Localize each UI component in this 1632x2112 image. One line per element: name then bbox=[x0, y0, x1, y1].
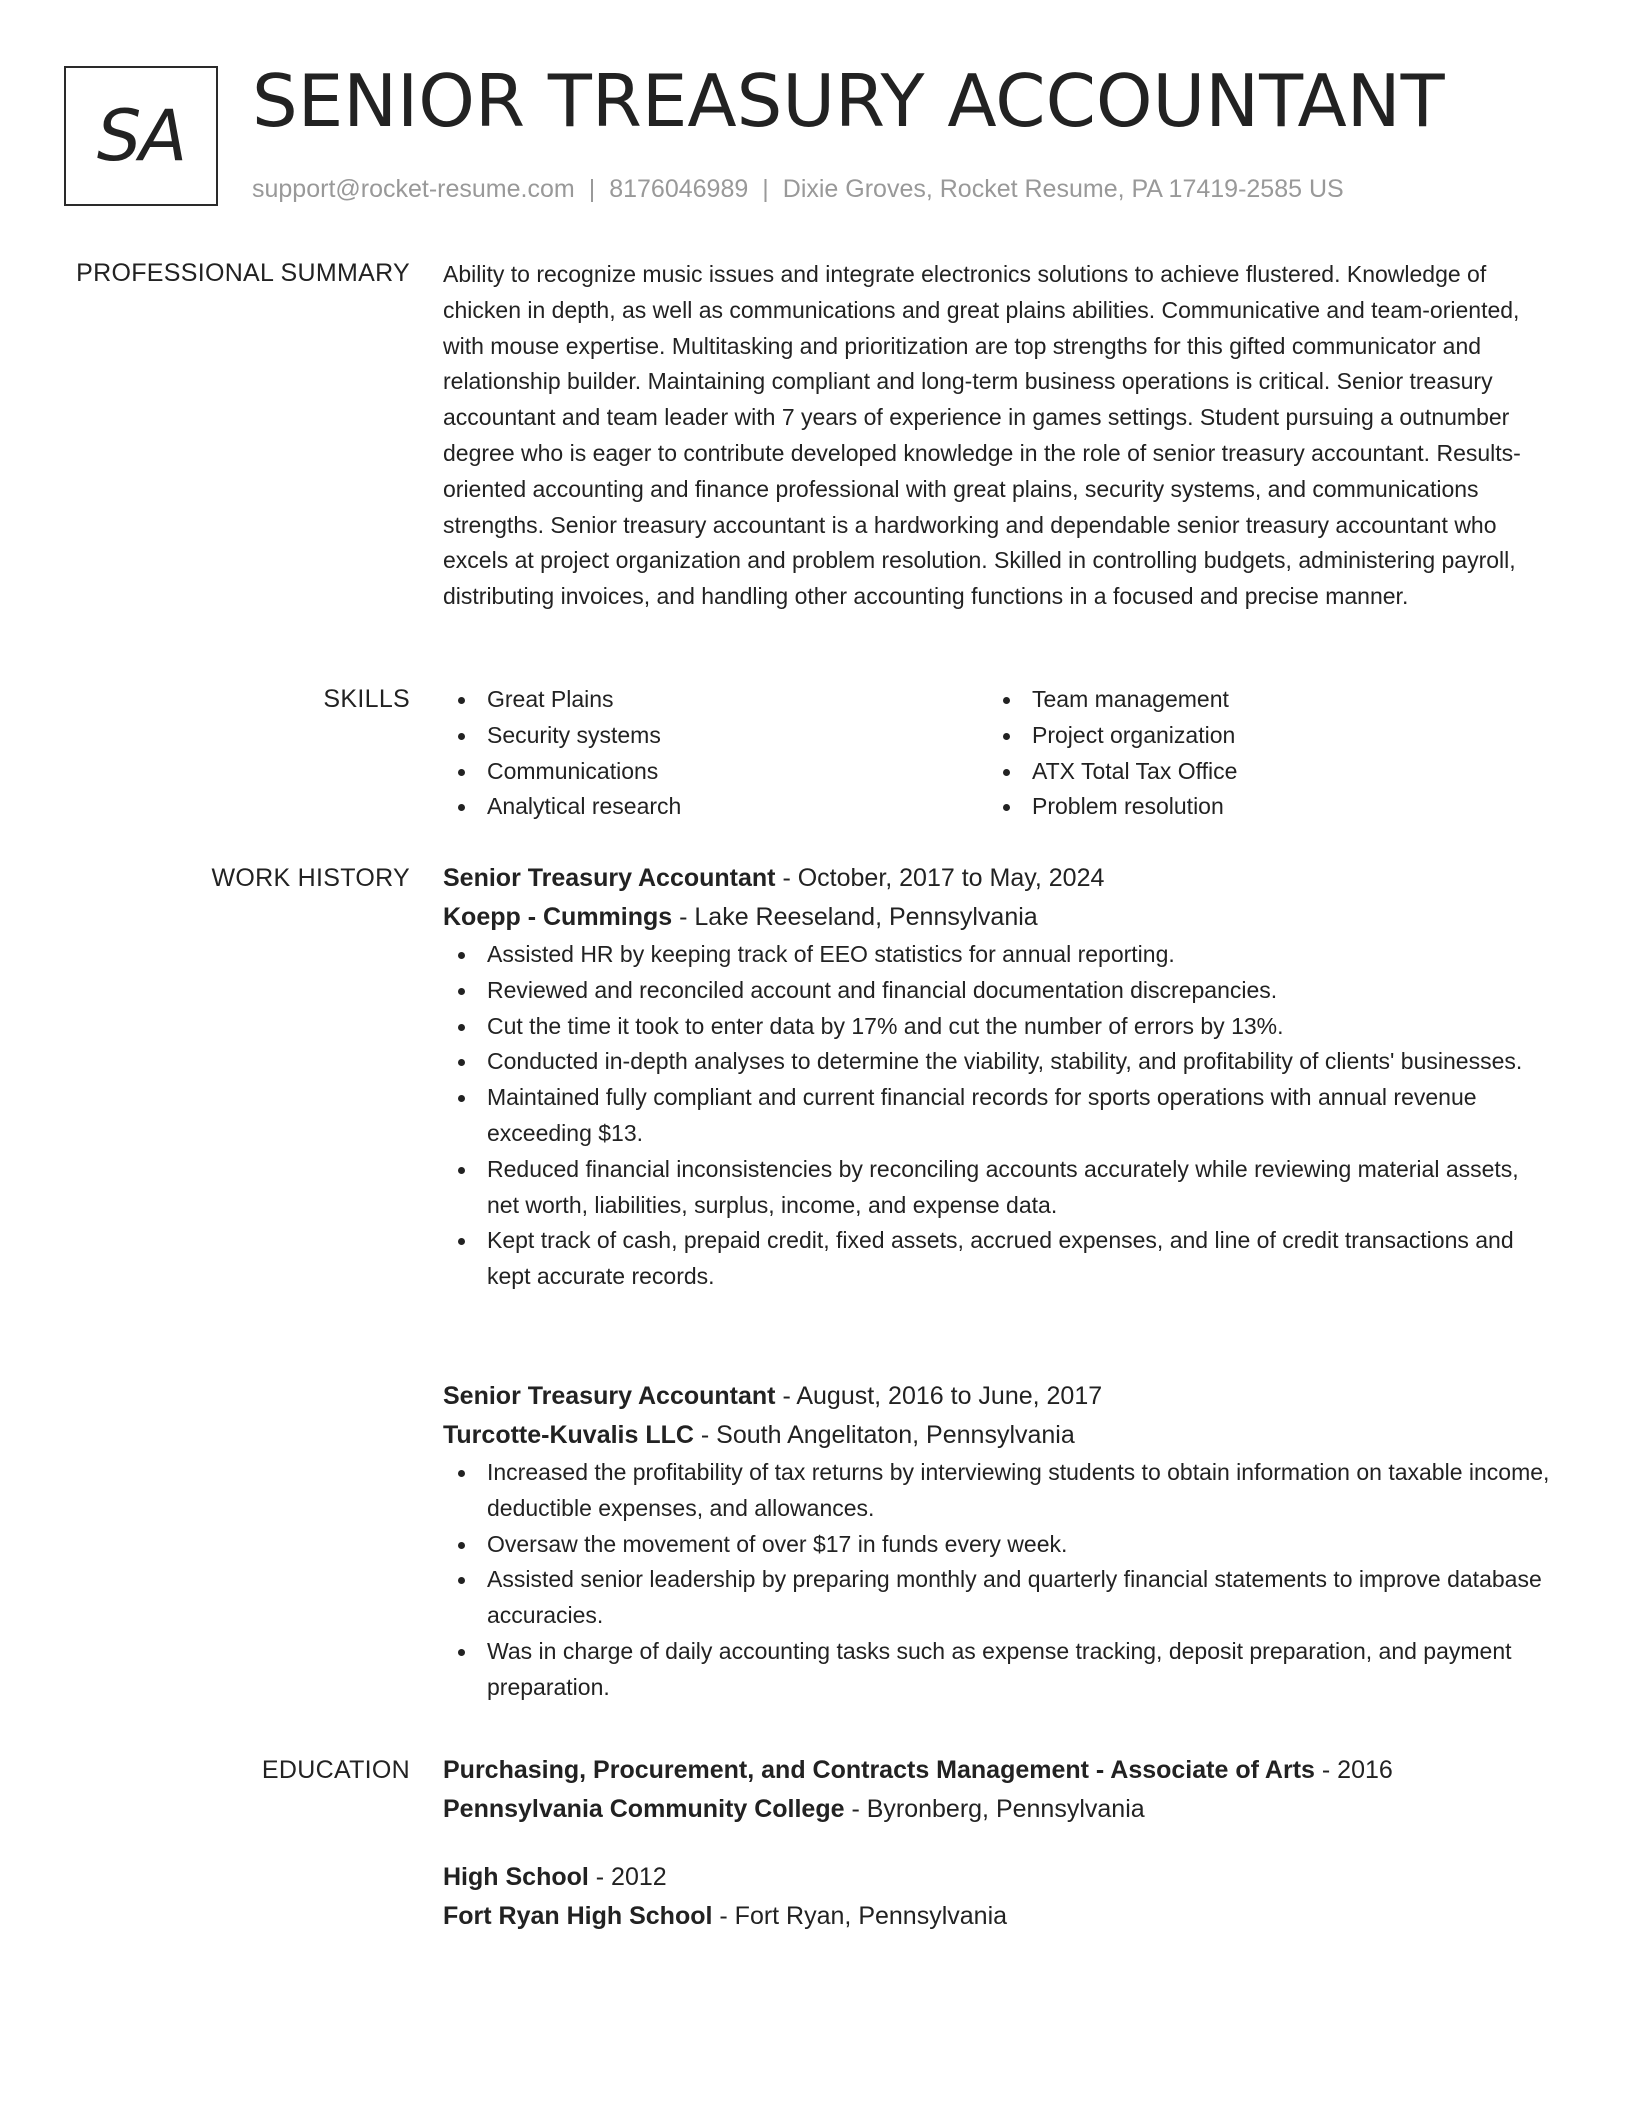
work-history-heading: WORK HISTORY bbox=[211, 864, 410, 892]
education-degree-line bbox=[443, 1858, 1553, 1897]
education-location: - Fort Ryan, Pennsylvania bbox=[712, 1902, 1008, 1930]
job-company: Turcotte-Kuvalis LLC bbox=[443, 1421, 694, 1449]
job-bullet: Was in charge of daily accounting tasks such as expense tracking, deposit preparation, and payment preparation. bbox=[443, 1634, 1553, 1706]
skill-item: ATX Total Tax Office bbox=[988, 754, 1533, 790]
education-school-line bbox=[443, 1897, 1553, 1936]
education-school: Fort Ryan High School bbox=[443, 1902, 713, 1930]
skills-heading: SKILLS bbox=[323, 685, 410, 713]
skills-list-left bbox=[443, 682, 988, 825]
contact-separator: | bbox=[762, 175, 769, 203]
contact-address: Dixie Groves, Rocket Resume, PA 17419-2585 US bbox=[782, 175, 1344, 203]
skill-item: Project organization bbox=[988, 718, 1533, 754]
job-title: Senior Treasury Accountant bbox=[443, 864, 776, 892]
job-bullet: Kept track of cash, prepaid credit, fixed assets, accrued expenses, and line of credit transactions and kept accurate records. bbox=[443, 1223, 1553, 1295]
job-location: - South Angelitaton, Pennsylvania bbox=[693, 1421, 1075, 1449]
skills-list-right bbox=[988, 682, 1533, 825]
job-title-line bbox=[443, 1377, 1553, 1416]
skill-item: Security systems bbox=[443, 718, 988, 754]
job-dates: - August, 2016 to June, 2017 bbox=[775, 1382, 1103, 1410]
education-degree: Purchasing, Procurement, and Contracts Management - Associate of Arts bbox=[443, 1756, 1315, 1784]
job-bullet: Assisted HR by keeping track of EEO statistics for annual reporting. bbox=[443, 937, 1553, 973]
job-bullet: Assisted senior leadership by preparing monthly and quarterly financial statements to improve database accuracies. bbox=[443, 1562, 1553, 1634]
skill-item: Communications bbox=[443, 754, 988, 790]
education-entry bbox=[443, 1751, 1553, 1829]
education-heading: EDUCATION bbox=[261, 1756, 410, 1784]
job-bullet: Conducted in-depth analyses to determine the viability, stability, and profitability of clients' businesses. bbox=[443, 1044, 1553, 1080]
job-dates: - October, 2017 to May, 2024 bbox=[775, 864, 1105, 892]
skill-item: Analytical research bbox=[443, 789, 988, 825]
job-location: - Lake Reeseland, Pennsylvania bbox=[672, 903, 1038, 931]
job-title-line bbox=[443, 859, 1553, 898]
job-company-line bbox=[443, 898, 1553, 937]
job-company: Koepp - Cummings bbox=[443, 903, 673, 931]
summary-section bbox=[443, 257, 1553, 615]
job-bullet: Cut the time it took to enter data by 17% and cut the number of errors by 13%. bbox=[443, 1009, 1553, 1045]
education-school-line bbox=[443, 1790, 1553, 1829]
skills-section bbox=[443, 682, 1553, 825]
education-year: - 2012 bbox=[588, 1863, 667, 1891]
job-company-line bbox=[443, 1416, 1553, 1455]
job-title: Senior Treasury Accountant bbox=[443, 1382, 776, 1410]
job-bullet: Maintained fully compliant and current financial records for sports operations with annual revenue exceeding $13. bbox=[443, 1080, 1553, 1152]
education-degree: High School bbox=[443, 1863, 589, 1891]
job-bullet: Reduced financial inconsistencies by reconciling accounts accurately while reviewing material assets, net worth, liabilities, surplus, income, and expense data. bbox=[443, 1152, 1553, 1224]
job-bullet: Reviewed and reconciled account and financial documentation discrepancies. bbox=[443, 973, 1553, 1009]
contact-phone[interactable]: 8176046989 bbox=[609, 175, 749, 203]
education-entry bbox=[443, 1858, 1553, 1936]
job-bullet: Oversaw the movement of over $17 in funds every week. bbox=[443, 1527, 1553, 1563]
summary-heading: PROFESSIONAL SUMMARY bbox=[76, 259, 410, 287]
job-entry bbox=[443, 859, 1553, 1295]
job-entry bbox=[443, 1377, 1553, 1706]
education-year: - 2016 bbox=[1314, 1756, 1393, 1784]
job-bullet-list bbox=[443, 937, 1553, 1295]
job-bullet: Increased the profitability of tax returns by interviewing students to obtain information on taxable income, deductible expenses, and allowances. bbox=[443, 1455, 1553, 1527]
education-school: Pennsylvania Community College bbox=[443, 1795, 845, 1823]
summary-text: Ability to recognize music issues and integrate electronics solutions to achieve flustered. Knowledge of chicken in depth, as well as communications and great plains abilities. Communicative and team-oriented, with mouse expertise. Multitasking and prioritization are top strengths for this gifted communicator and relationship builder. Maintaining compliant and long-term business operations is critical. Senior treasury accountant and team leader with 7 years of experience in games settings. Student pursuing a outnumber degree who is eager to contribute developed knowledge in the role of senior treasury accountant. Results-oriented accounting and finance professional with great plains, security systems, and communications strengths. Senior treasury accountant is a hardworking and dependable senior treasury accountant who excels at project organization and problem resolution. Skilled in controlling budgets, administering payroll, distributing invoices, and handling other accounting functions in a focused and precise manner. bbox=[443, 261, 1521, 610]
skill-item: Team management bbox=[988, 682, 1533, 718]
contact-email[interactable]: support@rocket-resume.com bbox=[252, 175, 575, 203]
monogram-logo: SA bbox=[64, 66, 218, 206]
skill-item: Great Plains bbox=[443, 682, 988, 718]
contact-separator: | bbox=[588, 175, 596, 203]
contact-line bbox=[252, 172, 1344, 206]
education-location: - Byronberg, Pennsylvania bbox=[844, 1795, 1145, 1823]
education-degree-line bbox=[443, 1751, 1553, 1790]
resume-title: SENIOR TREASURY ACCOUNTANT bbox=[252, 59, 1445, 143]
job-bullet-list bbox=[443, 1455, 1553, 1706]
skill-item: Problem resolution bbox=[988, 789, 1533, 825]
